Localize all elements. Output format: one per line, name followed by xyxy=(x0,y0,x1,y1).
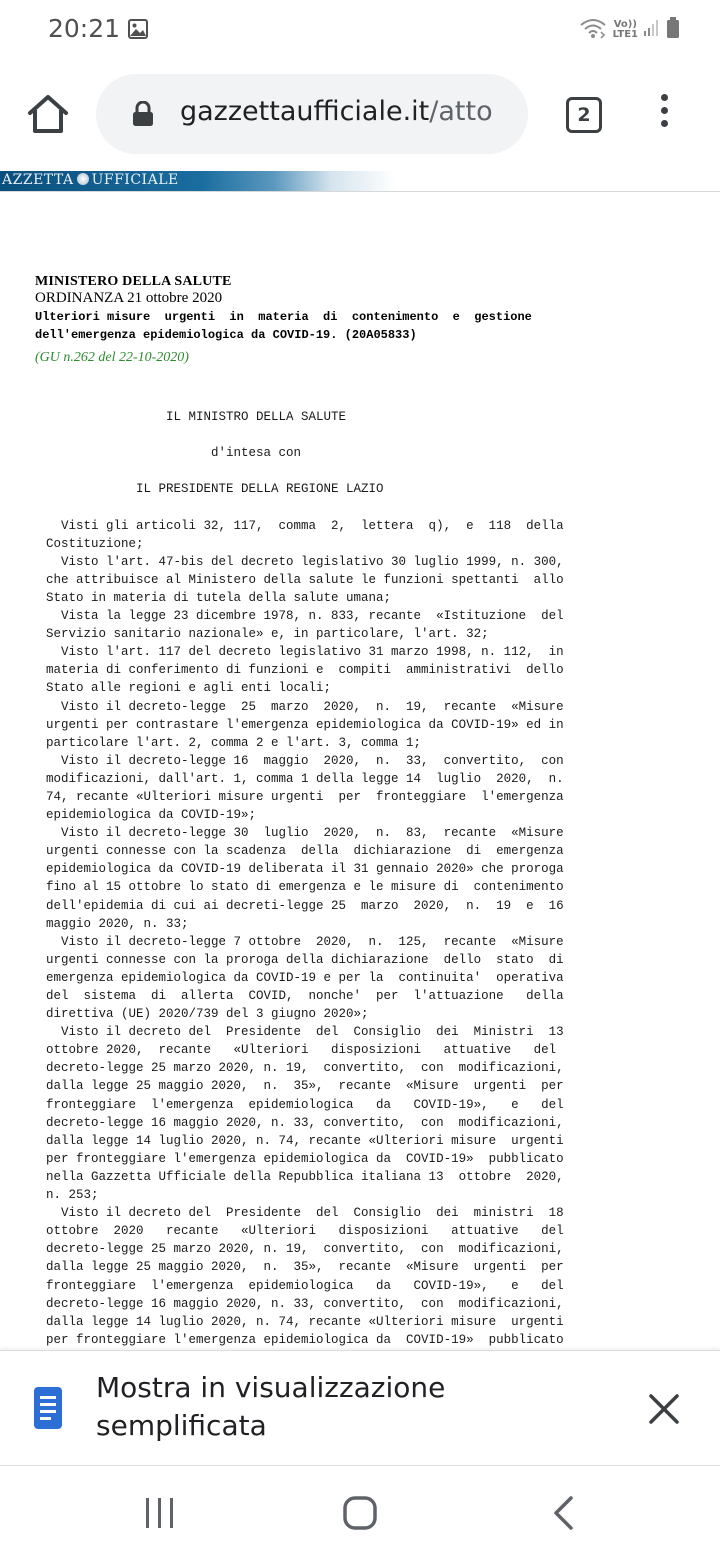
document-icon xyxy=(34,1387,62,1433)
simplified-view-label[interactable]: Mostra in visualizzazione semplificata xyxy=(96,1371,446,1442)
signal-icon xyxy=(644,18,660,42)
home-button[interactable] xyxy=(26,92,70,136)
menu-dot xyxy=(661,120,668,127)
gazzetta-logo-left: AZZETTA xyxy=(2,172,74,188)
gazzetta-header-band[interactable] xyxy=(0,171,720,191)
battery-icon xyxy=(666,17,680,43)
back-icon[interactable] xyxy=(552,1496,574,1530)
document-body: IL MINISTRO DELLA SALUTE d'intesa con IL PRESIDENTE DELLA REGIONE LAZIO Visti gli articoli 32, 117, comma 2, lettera q), e 118 della Costituzione; Visto l'art. 47-bis del decreto legislativo 30 luglio 1999, n. 300, che attribuisce al Ministero della salute le funzioni spettanti allo Stato in materia di tutela della salute umana; Vista la legge 23 dicembre 1978, n. 833, recante «Istituzione del Servizio sanitario nazionale» e, in particolare, l'art. 32; Visto l'art. 117 del decreto legislativo 31 marzo 1998, n. 112, in materia di conferimento di funzioni e compiti amministrativi dello Stato alle regioni e agli enti locali; Visto il decreto-legge 25 marzo 2020, n. 19, recante «Misure urgenti per contrastare l'emergenza epidemiologica da COVID-19» ed in particolare l'art. 2, comma 2 e l'art. 3, comma 1; Visto il decreto-legge 16 maggio 2020, n. 33, convertito, con modificazioni, dall'art. 1, comma 1 della legge 14 luglio 2020, n. 74, recante «Ulteriori misure urgenti per fronteggiare l'emergenza epidemiologica da COVID-19»; Visto il decreto-legge 30 luglio 2020, n. 83, recante «Misure urgenti connesse con la scadenza della dichiarazione di emergenza epidemiologica da COVID-19 deliberata il 31 gennaio 2020» che proroga fino al 15 ottobre lo stato di emergenza e le misure di contenimento dell'epidemia di cui ai decreti-legge 25 marzo 2020, n. 19 e 16 maggio 2020, n. 33; Visto il decreto-legge 7 ottobre 2020, n. 125, recante «Misure urgenti connesse con la proroga della dichiarazione dello stato di emergenza epidemiologica da COVID-19 e per la continuita' operativa del sistema di allerta COVID, nonche' per l'attuazione della direttiva (UE) 2020/739 del 3 giugno 2020»; Visto il decreto del Presidente del Consiglio dei Ministri 13 ottobre 2020, recante «Ulteriori disposizioni attuative del decreto-legge 25 marzo 2020, n. 19, convertito, con modificazioni, dalla legge 25 maggio 2020, n. 35», recante «Misure urgenti per fronteggiare l'emergenza epidemiologica da COVID-19», e del decreto-legge 16 maggio 2020, n. 33, convertito, con modificazioni, dalla legge 14 luglio 2020, n. 74, recante «Ulteriori misure urgenti per fronteggiare l'emergenza epidemiologica da COVID-19» pubblicato nella Gazzetta Ufficiale della Repubblica italiana 13 ottobre 2020, n. 253; Visto il decreto del Presidente del Consiglio dei ministri 18 ottobre 2020 recante «Ulteriori disposizioni attuative del decreto-legge 25 marzo 2020, n. 19, convertito, con modificazioni, dalla legge 25 maggio 2020, n. 35», recante «Misure urgenti per fronteggiare l'emergenza epidemiologica da COVID-19», e del decreto-legge 16 maggio 2020, n. 33, convertito, con modificazioni, dalla legge 14 luglio 2020, n. 74, recante «Ulteriori misure urgenti per fronteggiare l'emergenza epidemiologica da COVID-19» pubblicato xyxy=(46,410,564,1347)
status-bar xyxy=(0,0,720,60)
menu-dot xyxy=(661,107,668,114)
tabs-button[interactable]: 2 xyxy=(566,97,602,133)
lock-icon[interactable] xyxy=(132,101,154,131)
gazzetta-logo-text xyxy=(2,172,179,188)
volte-label: Vo)) xyxy=(613,19,637,30)
status-time: 20:21 xyxy=(48,14,121,43)
close-icon[interactable] xyxy=(648,1393,680,1425)
emblem-icon xyxy=(77,173,89,185)
ordinance-title: ORDINANZA 21 ottobre 2020 xyxy=(35,290,223,306)
wifi-calling-icon xyxy=(579,17,607,43)
address-bar[interactable] xyxy=(96,74,528,154)
nav-home-icon[interactable] xyxy=(343,1496,377,1530)
gallery-icon xyxy=(128,19,148,43)
menu-dot xyxy=(661,94,668,101)
url-domain: gazzettaufficiale.it xyxy=(180,96,430,127)
document-content xyxy=(0,192,720,1350)
status-indicators xyxy=(579,16,680,44)
browser-toolbar xyxy=(0,60,720,172)
simplified-view-banner[interactable] xyxy=(0,1350,720,1466)
ministry-title: MINISTERO DELLA SALUTE xyxy=(35,274,232,289)
menu-button[interactable] xyxy=(652,94,676,134)
navigation-bar xyxy=(0,1466,720,1560)
document-header xyxy=(35,274,532,367)
home-icon xyxy=(26,92,70,136)
document-subject: Ulteriori misure urgenti in materia di contenimento e gestione dell'emergenza epidemiologica da COVID-19. (20A05833) xyxy=(35,310,532,342)
gazzetta-logo-right: UFFICIALE xyxy=(91,172,179,188)
network-type xyxy=(613,20,638,40)
url-text[interactable] xyxy=(180,96,493,127)
lte-label: LTE1 xyxy=(612,29,638,40)
gazette-reference: (GU n.262 del 22-10-2020) xyxy=(35,350,189,365)
url-path: /atto xyxy=(429,96,493,127)
recents-icon[interactable] xyxy=(144,1498,176,1528)
